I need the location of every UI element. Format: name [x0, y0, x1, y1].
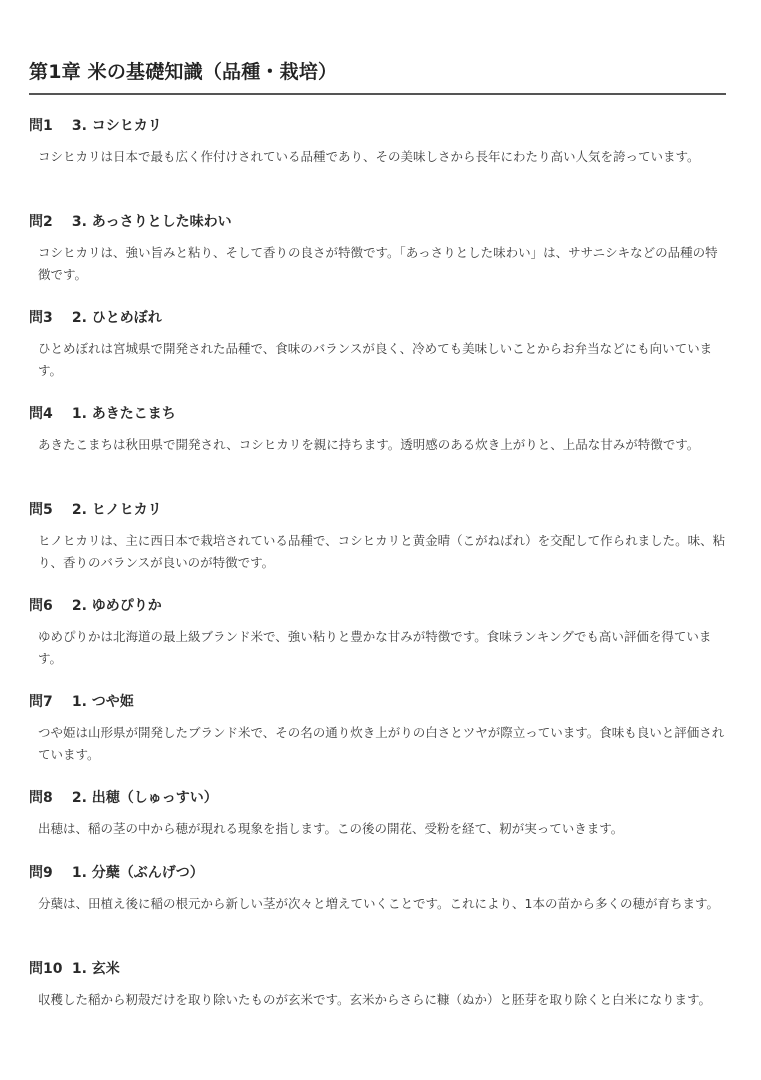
- question-number: 問10: [29, 961, 63, 977]
- qa-item-1: [29, 116, 726, 212]
- question-number: 問9: [29, 865, 53, 881]
- question-heading: [29, 404, 726, 424]
- answer-explanation: ヒノヒカリは、主に西日本で栽培されている品種で、コシヒカリと黄金晴（こがねばれ）を交配して作られました。味、粘り、香りのバランスが良いのが特徴です。: [38, 533, 726, 570]
- question-answer: 2. ヒノヒカリ: [71, 502, 162, 518]
- answer-explanation: 出穂は、稲の茎の中から穂が現れる現象を指します。この後の開花、受粉を経て、籾が実っていきます。: [38, 821, 624, 836]
- question-heading: [29, 308, 726, 328]
- question-answer: 1. 玄米: [71, 961, 120, 977]
- question-number: 問6: [29, 598, 53, 614]
- question-number: 問1: [29, 118, 53, 134]
- question-number: 問2: [29, 214, 53, 230]
- question-number: 問8: [29, 790, 53, 806]
- answer-explanation: つや姫は山形県が開発したブランド米で、その名の通り炊き上がりの白さとツヤが際立っています。食味も良いと評価されています。: [38, 725, 725, 762]
- question-number: 問5: [29, 502, 53, 518]
- question-number: 問4: [29, 406, 53, 422]
- question-answer: 1. あきたこまち: [71, 406, 176, 422]
- question-answer: 2. ひとめぼれ: [71, 310, 162, 326]
- answer-explanation: コシヒカリは日本で最も広く作付けされている品種であり、その美味しさから長年にわたり高い人気を誇っています。: [38, 149, 700, 164]
- question-answer: 2. 出穂（しゅっすい）: [71, 790, 218, 806]
- qa-item-5: [29, 500, 726, 596]
- qa-item-6: [29, 596, 726, 692]
- qa-item-4: [29, 404, 726, 500]
- qa-item-2: [29, 212, 726, 308]
- question-heading: [29, 500, 726, 520]
- answer-explanation: 収穫した稲から籾殻だけを取り除いたものが玄米です。玄米からさらに糠（ぬか）と胚芽を取り除くと白米になります。: [38, 992, 712, 1007]
- question-heading: [29, 959, 726, 979]
- qa-list: [29, 116, 726, 1055]
- question-heading: [29, 863, 726, 883]
- question-number: 問7: [29, 694, 53, 710]
- question-answer: 1. 分蘖（ぶんげつ）: [71, 865, 204, 881]
- question-answer: 2. ゆめぴりか: [71, 598, 162, 614]
- question-heading: [29, 116, 726, 136]
- question-number: 問3: [29, 310, 53, 326]
- question-answer: 3. コシヒカリ: [71, 118, 162, 134]
- chapter-title: 第1章 米の基礎知識（品種・栽培）: [29, 57, 726, 95]
- answer-explanation: コシヒカリは、強い旨みと粘り、そして香りの良さが特徴です。「あっさりとした味わい」は、ササニシキなどの品種の特徴です。: [38, 245, 718, 282]
- question-heading: [29, 692, 726, 712]
- answer-explanation: あきたこまちは秋田県で開発され、コシヒカリを親に持ちます。透明感のある炊き上がりと、上品な甘みが特徴です。: [38, 437, 700, 452]
- qa-item-8: [29, 788, 726, 863]
- answer-explanation: ひとめぼれは宮城県で開発された品種で、食味のバランスが良く、冷めても美味しいことからお弁当などにも向いています。: [38, 341, 713, 378]
- answer-explanation: 分蘖は、田植え後に稲の根元から新しい茎が次々と増えていくことです。これにより、1本の苗から多くの穂が育ちます。: [38, 896, 719, 911]
- question-answer: 3. あっさりとした味わい: [71, 214, 232, 230]
- qa-item-7: [29, 692, 726, 788]
- qa-item-3: [29, 308, 726, 404]
- answer-explanation: ゆめぴりかは北海道の最上級ブランド米で、強い粘りと豊かな甘みが特徴です。食味ランキングでも高い評価を得ています。: [38, 629, 712, 666]
- question-heading: [29, 212, 726, 232]
- qa-item-9: [29, 863, 726, 959]
- question-answer: 1. つや姫: [71, 694, 134, 710]
- question-heading: [29, 788, 726, 808]
- question-heading: [29, 596, 726, 616]
- qa-item-10: [29, 959, 726, 1055]
